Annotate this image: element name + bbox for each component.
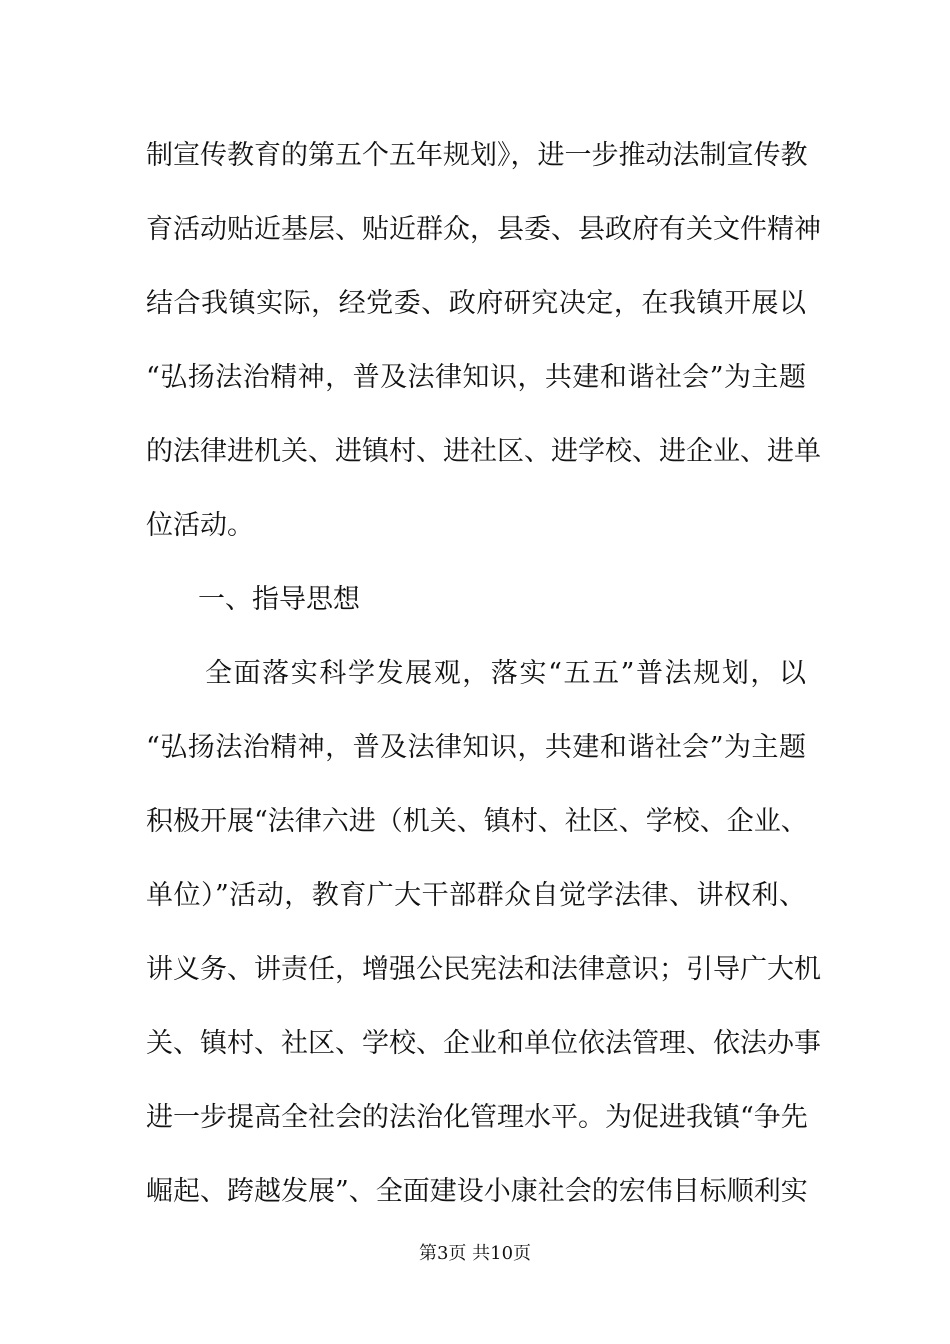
body-line-3: 结合我镇实际，经党委、政府研究决定，在我镇开展以 <box>146 288 806 319</box>
page-number-footer: 第3页 共10页 <box>418 1243 532 1264</box>
body-line-1: 制宣传教育的第五个五年规划》，进一步推动法制宣传教 <box>146 140 808 171</box>
body-line-5: 的法律进机关、进镇村、进社区、进学校、进企业、进单 <box>146 436 821 467</box>
body-line-9: “弘扬法治精神，普及法律知识，共建和谐社会”为主题 <box>146 732 806 763</box>
body-line-8: 全面落实科学发展观，落实“五五”普法规划，以 <box>205 658 806 689</box>
body-line-11: 单位）”活动，教育广大干部群众自觉学法律、讲权利、 <box>146 880 806 911</box>
body-line-10: 积极开展“法律六进（机关、镇村、社区、学校、企业、 <box>146 806 808 837</box>
body-line-13: 关、镇村、社区、学校、企业和单位依法管理、依法办事 <box>146 1028 821 1059</box>
body-line-2: 育活动贴近基层、贴近群众，县委、县政府有关文件精神 <box>146 214 821 245</box>
body-line-6: 位活动。 <box>146 510 254 541</box>
body-line-14: 进一步提高全社会的法治化管理水平。为促进我镇“争先 <box>146 1102 808 1133</box>
body-line-12: 讲义务、讲责任，增强公民宪法和法律意识；引导广大机 <box>146 954 821 985</box>
section-heading: 一、指导思想 <box>198 584 360 615</box>
body-line-4: “弘扬法治精神，普及法律知识，共建和谐社会”为主题 <box>146 362 806 393</box>
body-line-15: 崛起、跨越发展”、全面建设小康社会的宏伟目标顺利实 <box>146 1176 808 1207</box>
